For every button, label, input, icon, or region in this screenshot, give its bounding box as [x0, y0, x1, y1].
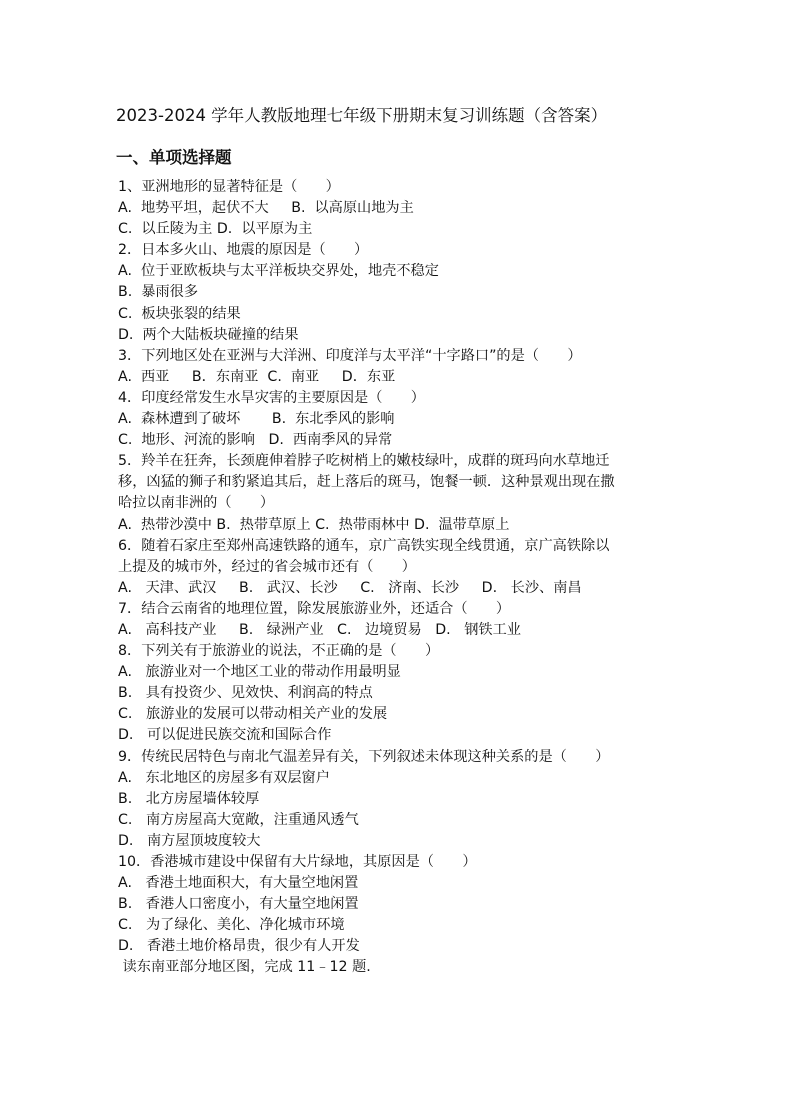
question-line: 10．香港城市建设中保留有大片绿地，其原因是（ ） [118, 854, 477, 870]
document-title: 2023-2024 学年人教版地理七年级下册期末复习训练题（含答案） [116, 106, 608, 125]
question-line: 移，凶猛的狮子和豹紧追其后，赶上落后的斑马，饱餐一顿．这种景观出现在撒 [118, 474, 615, 491]
option-line: C. 以丘陵为主 D. 以平原为主 [118, 221, 313, 238]
option-line: C. 地形、河流的影响 D. 西南季风的异常 [118, 432, 393, 449]
question-line: 6．随着石家庄至郑州高速铁路的通车，京广高铁实现全线贯通，京广高铁除以 [118, 537, 610, 554]
question-line: 9．传统民居特色与南北气温差异有关，下列叙述未体现这种关系的是（ ） [118, 748, 610, 765]
option-line: A. 旅游业对一个地区工业的带动作用最明显 [118, 664, 401, 681]
option-line: A. 高科技产业 B. 绿洲产业 C. 边境贸易 D. 钢铁工业 [118, 621, 521, 638]
question-line: 哈拉以南非洲的（ ） [118, 495, 275, 512]
question-line: 7．结合云南省的地理位置，除发展旅游业外，还适合（ ） [118, 600, 511, 617]
option-line: D. 两个大陆板块碰撞的结果 [118, 326, 299, 343]
option-line: A. 森林遭到了破坏 B. 东北季风的影响 [118, 411, 395, 428]
question-line: 4．印度经常发生水旱灾害的主要原因是（ ） [118, 389, 425, 406]
option-line: C. 为了绿化、美化、净化城市环境 [118, 917, 345, 934]
question-line: 8．下列关有于旅游业的说法，不正确的是（ ） [118, 643, 440, 660]
section-heading: 一、单项选择题 [116, 148, 232, 167]
question-line: 上提及的城市外，经过的省会城市还有（ ） [118, 558, 416, 575]
option-line: A. 热带沙漠中 B. 热带草原上 C. 热带雨林中 D. 温带草原上 [118, 516, 510, 533]
question-list [118, 177, 684, 979]
question-line: 1、亚洲地形的显著特征是（ ） [118, 179, 340, 195]
option-line: A. 香港土地面积大，有大量空地闲置 [118, 875, 359, 892]
question-line: 3．下列地区处在亚洲与大洋洲、印度洋与太平洋“十字路口”的是（ ） [118, 347, 582, 364]
option-line: B. 暴雨很多 [118, 284, 199, 301]
instruction-line: 读东南亚部分地区图，完成 11﹣12 题. [118, 959, 371, 976]
question-line: 2．日本多火山、地震的原因是（ ） [118, 242, 369, 259]
option-line: D. 南方屋顶坡度较大 [118, 832, 261, 849]
option-line: B. 北方房屋墙体较厚 [118, 790, 260, 807]
option-line: A. 东北地区的房屋多有双层窗户 [118, 769, 330, 786]
option-line: C. 板块张裂的结果 [118, 305, 241, 322]
option-line: A. 西亚 B．东南亚 C. 南亚 D．东亚 [118, 368, 396, 385]
option-line: D. 可以促进民族交流和国际合作 [118, 727, 332, 744]
option-line: A. 地势平坦，起伏不大 B. 以高原山地为主 [118, 200, 414, 217]
question-line: 5．羚羊在狂奔，长颈鹿伸着脖子吃树梢上的嫩枝绿叶，成群的斑玛向水草地迁 [118, 453, 610, 470]
option-line: C. 南方房屋高大宽敞，注重通风透气 [118, 811, 359, 828]
option-line: A. 天津、武汉 B. 武汉、长沙 C. 济南、长沙 D. 长沙、南昌 [118, 579, 582, 596]
option-line: B. 香港人口密度小，有大量空地闲置 [118, 896, 359, 913]
option-line: B. 具有投资少、见效快、利润高的特点 [118, 685, 373, 702]
option-line: A. 位于亚欧板块与太平洋板块交界处，地壳不稳定 [118, 263, 439, 280]
option-line: C. 旅游业的发展可以带动相关产业的发展 [118, 706, 388, 723]
option-line: D. 香港土地价格昂贵，很少有人开发 [118, 938, 360, 955]
